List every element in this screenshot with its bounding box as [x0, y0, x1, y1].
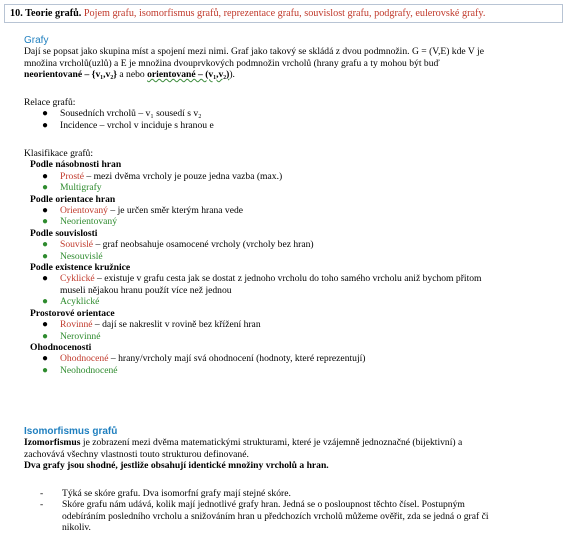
bullet-icon: ● [42, 330, 49, 342]
grafy-line-3 [24, 69, 560, 80]
bullet-icon: ● [42, 250, 49, 262]
group-list [24, 205, 560, 228]
bullet-icon: ● [42, 319, 49, 331]
list-item-continuation: museli nějakou hranu použít více než jednou [60, 284, 232, 296]
iso-dash-list [24, 488, 560, 534]
bullet-icon: ● [42, 239, 49, 251]
section-grafy [24, 35, 560, 81]
list-item: ● Acyklické [42, 296, 100, 308]
group-label: Ohodnocenosti [30, 341, 92, 353]
list-item: ● Neohodnocené [42, 364, 118, 376]
list-item: ● Sousedních vrcholů – v₁ sousedí s v₂ [42, 108, 202, 120]
dash-bullet-icon: - [40, 488, 44, 499]
grafy-neorientovane: neorientované – {v₁,v₂} [24, 69, 117, 81]
grafy-line-1: Dají se popsat jako skupina míst a spojení mezi nimi. Graf jako takový se skládá z dvou podmnožin. G = (V,E) kde V je [24, 46, 484, 58]
heading-klasifikace: Klasifikace grafů: [24, 148, 93, 159]
list-item: ● Nesouvislé [42, 250, 103, 262]
bullet-icon: ● [42, 273, 49, 285]
group-list [24, 273, 560, 307]
section-relace [24, 97, 560, 131]
group-label: Podle existence kružnice [30, 262, 131, 274]
grafy-line-2: množina vrcholů(uzlů) a E je množina dvouprvkových podmnožin vrcholů (hrany grafu a ty mohou být buď [24, 57, 440, 69]
grafy-orientovane: orientované – (v₁,v₂) [147, 69, 230, 81]
list-item: - Skóre grafu nám udává, kolik mají jednotlivé grafy hran. Jedná se o posloupnost těchto čísel. Postupným odebíráním posledního vrcholu a snižováním hran u předchozích vrcholů můžeme ověřit, zda se jedná o graf či nikoliv. [40, 499, 489, 534]
group-label: Podle orientace hran [30, 193, 116, 205]
heading-grafy: Grafy [24, 35, 49, 46]
bullet-icon: ● [42, 216, 49, 228]
group-label: Podle souvislosti [30, 227, 98, 239]
iso-line-1: Izomorfismus je zobrazení mezi dvěma matematickými strukturami, které je vzájemně jednoznačné (bijektivní) a [24, 437, 463, 449]
list-item: ● Orientovaný – je určen směr kterým hrana vede [42, 205, 244, 217]
list-item: ● Souvislé – graf neobsahuje osamocené vrcholy (vrcholy bez hran) [42, 239, 314, 251]
heading-relace: Relace grafů: [24, 97, 76, 108]
title-main: 10. Teorie grafů. [10, 8, 82, 19]
group-label: Prostorové orientace [30, 307, 115, 319]
group-label: Podle násobnosti hran [30, 159, 122, 171]
group-list [24, 239, 560, 262]
list-item: ● Ohodnocené – hrany/vrcholy mají svá ohodnocení (hodnoty, které reprezentují) [42, 353, 366, 365]
relace-list [24, 108, 560, 131]
list-item: ● Prosté – mezi dvěma vrcholy je pouze jedna vazba (max.) [42, 170, 283, 182]
list-item: ● Nerovinné [42, 330, 101, 342]
bullet-icon: ● [42, 108, 49, 120]
list-item: ● Multigrafy [42, 182, 102, 194]
bullet-icon: ● [42, 182, 49, 194]
group-list [24, 353, 560, 376]
iso-line-2: zachovává všechny vlastnosti touto strukturou definované. [24, 448, 249, 460]
list-item: ● Cyklické – existuje v grafu cesta jak se dostat z jednoho vrcholu do toho samého vrcholu aniž bychom přitom [42, 273, 482, 285]
bullet-icon: ● [42, 170, 49, 182]
bullet-icon: ● [42, 119, 49, 131]
bullet-icon: ● [42, 353, 49, 365]
bullet-icon: ● [42, 364, 49, 376]
grafy-mid: a nebo [117, 69, 148, 81]
section-klasifikace [24, 148, 560, 376]
list-item: - Týká se skóre grafu. Dva isomorfní grafy mají stejné skóre. [40, 488, 291, 499]
section-isomorfismus [24, 426, 560, 472]
bullet-icon: ● [42, 296, 49, 308]
dash-bullet-icon: - [40, 499, 44, 511]
group-list [24, 319, 560, 342]
group-list [24, 171, 560, 194]
title-subtopics: Pojem grafu, isomorfismus grafů, reprezentace grafu, souvislost grafu, podgrafy, eulerovské grafy. [81, 8, 486, 19]
list-item: ● Incidence – vrchol v inciduje s hranou e [42, 119, 214, 131]
list-item: ● Rovinné – dají se nakreslit v rovině bez křížení hran [42, 319, 261, 331]
bullet-icon: ● [42, 205, 49, 217]
title-bar [4, 4, 563, 23]
list-item: ● Neorientovaný [42, 216, 118, 228]
iso-line-3: Dva grafy jsou shodné, jestliže obsahují identické množiny vrcholů a hran. [24, 460, 329, 472]
grafy-end: ). [229, 69, 235, 81]
heading-isomorfismus: Isomorfismus grafů [24, 426, 118, 437]
